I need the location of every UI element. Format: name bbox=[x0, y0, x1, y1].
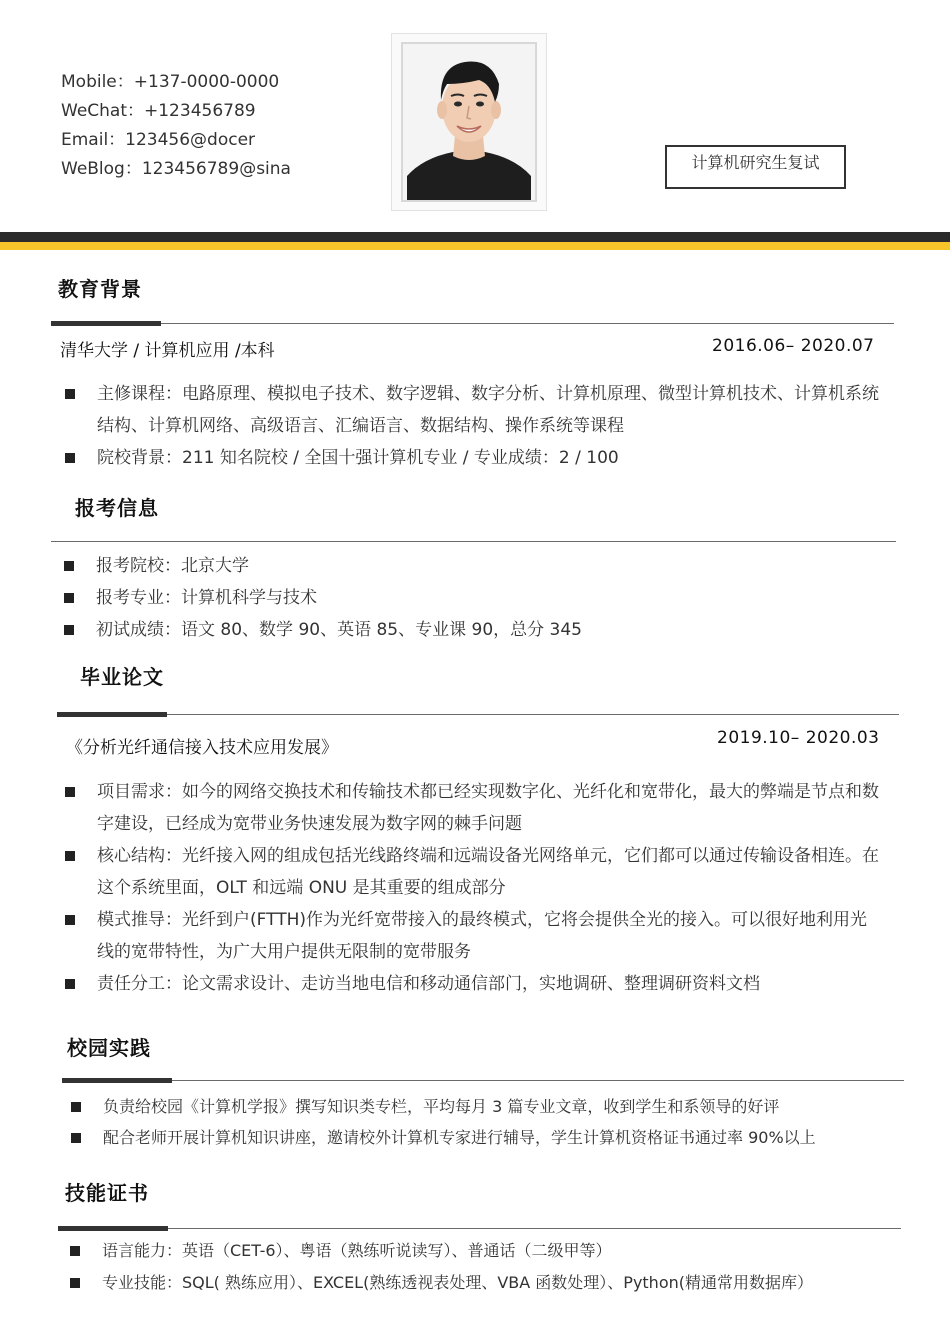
bullet-square-icon bbox=[64, 625, 74, 635]
contact-wechat: WeChat：+123456789 bbox=[61, 101, 256, 121]
education-divider bbox=[51, 323, 894, 324]
bullet-square-icon bbox=[71, 1102, 81, 1112]
header-band-yellow bbox=[0, 242, 950, 250]
contact-mobile: Mobile：+137-0000-0000 bbox=[61, 72, 280, 92]
header-band-dark bbox=[0, 232, 950, 242]
list-item: 主修课程：电路原理、模拟电子技术、数字逻辑、数字分析、计算机原理、微型计算机技术、计算机系统结构、计算机网络、高级语言、汇编语言、数据结构、操作系统等课程 bbox=[65, 378, 880, 442]
bullet-square-icon bbox=[65, 787, 75, 797]
contact-info bbox=[61, 68, 291, 184]
thesis-name: 《分析光纤通信接入技术应用发展》 bbox=[66, 738, 338, 758]
list-item: 责任分工：论文需求设计、走访当地电信和移动通信部门，实地调研、整理调研资料文档 bbox=[65, 968, 880, 1000]
list-item: 负责给校园《计算机学报》撰写知识类专栏，平均每月 3 篇专业文章，收到学生和系领导的好评 bbox=[71, 1091, 901, 1122]
list-item: 配合老师开展计算机知识讲座，邀请校外计算机专家进行辅导，学生计算机资格证书通过率 90%以上 bbox=[71, 1122, 901, 1153]
list-item: 项目需求：如今的网络交换技术和传输技术都已经实现数字化、光纤化和宽带化，最大的弊端是节点和数字建设，已经成为宽带业务快速发展为数字网的棘手问题 bbox=[65, 776, 880, 840]
thesis-section-title: 毕业论文 bbox=[80, 665, 164, 689]
thesis-date: 2019.10– 2020.03 bbox=[717, 728, 880, 748]
contact-email: Email：123456@docer bbox=[61, 130, 256, 150]
application-divider bbox=[51, 541, 896, 542]
education-section-title: 教育背景 bbox=[58, 277, 142, 301]
campus-section-title: 校园实践 bbox=[67, 1036, 151, 1060]
bullet-square-icon bbox=[65, 453, 75, 463]
list-item: 模式推导：光纤到户(FTTH)作为光纤宽带接入的最终模式，它将会提供全光的接入。可以很好地利用光线的宽带特性，为广大用户提供无限制的宽带服务 bbox=[65, 904, 880, 968]
education-date: 2016.06– 2020.07 bbox=[712, 336, 875, 356]
thesis-divider bbox=[57, 714, 899, 715]
list-item: 院校背景：211 知名院校 / 全国十强计算机专业 / 专业成绩：2 / 100 bbox=[65, 442, 880, 474]
bullet-square-icon bbox=[71, 1133, 81, 1143]
list-item: 专业技能：SQL( 熟练应用）、EXCEL(熟练透视表处理、VBA 函数处理）、Python(精通常用数据库） bbox=[70, 1267, 910, 1298]
bullet-square-icon bbox=[64, 561, 74, 571]
bullet-square-icon bbox=[65, 389, 75, 399]
bullet-square-icon bbox=[64, 593, 74, 603]
education-divider-accent bbox=[51, 321, 161, 326]
application-target-box: 计算机研究生复试 bbox=[665, 145, 846, 189]
list-item: 语言能力：英语（CET-6）、粤语（熟练听说读写）、普通话（二级甲等） bbox=[70, 1235, 910, 1266]
application-section-title: 报考信息 bbox=[75, 496, 159, 520]
contact-weblog: WeBlog：123456789@sina bbox=[61, 159, 291, 179]
list-item: 核心结构：光纤接入网的组成包括光线路终端和远端设备光网络单元，它们都可以通过传输设备相连。在这个系统里面，OLT 和远端 ONU 是其重要的组成部分 bbox=[65, 840, 880, 904]
profile-photo bbox=[401, 42, 537, 202]
campus-divider-accent bbox=[62, 1078, 172, 1083]
skills-divider bbox=[58, 1228, 901, 1229]
campus-divider bbox=[62, 1080, 904, 1081]
bullet-square-icon bbox=[65, 915, 75, 925]
bullet-square-icon bbox=[70, 1246, 80, 1256]
education-school: 清华大学 / 计算机应用 /本科 bbox=[60, 341, 275, 361]
skills-section-title: 技能证书 bbox=[65, 1181, 149, 1205]
list-item: 报考专业：计算机科学与技术 bbox=[64, 582, 879, 614]
profile-photo-frame bbox=[391, 33, 547, 211]
list-item: 初试成绩：语文 80、数学 90、英语 85、专业课 90，总分 345 bbox=[64, 614, 879, 646]
bullet-square-icon bbox=[70, 1278, 80, 1288]
list-item: 报考院校：北京大学 bbox=[64, 550, 879, 582]
bullet-square-icon bbox=[65, 979, 75, 989]
skills-divider-accent bbox=[58, 1226, 168, 1231]
bullet-square-icon bbox=[65, 851, 75, 861]
thesis-divider-accent bbox=[57, 712, 167, 717]
